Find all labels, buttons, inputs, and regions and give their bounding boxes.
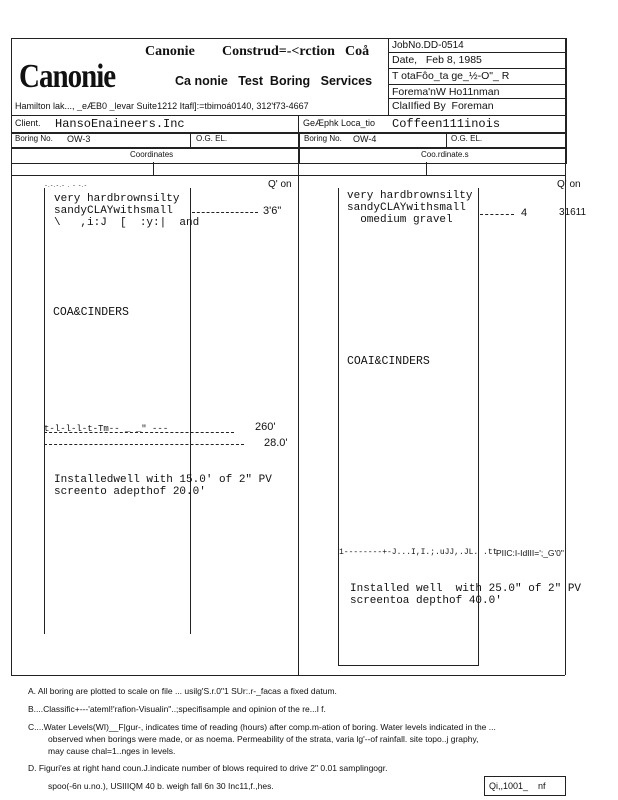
services-line: Ca nonie Test Boring Services <box>175 74 373 88</box>
job-date: Date, Feb 8, 1985 <box>392 54 482 66</box>
classified-by: ClaIIfied By Foreman <box>392 100 494 112</box>
client-label: Client. <box>15 118 41 128</box>
location-value: Coffeen111inois <box>392 117 501 131</box>
address-line: Hamilton lak..., _eÆB0 _levar Suite1212 Itafl]:=tbimoá0140, 312'f73-4667 <box>15 101 309 111</box>
left-layer1-depth: 3'6" <box>263 205 282 217</box>
total-footage: T otaFôo_ta ge_½-O"_ R <box>392 70 510 82</box>
left-coordinates: Coordinates <box>130 150 174 159</box>
job-number: JobNo.DD-0514 <box>392 40 464 51</box>
left-depth-top: 260' <box>255 421 276 433</box>
left-layer2-depth: 28.0' <box>264 437 288 449</box>
note-b: B....Classific+---'ateml!'rafion-Visualin"..;specifisample and opinion of the re...l f. <box>28 704 326 714</box>
note-a: A. All boring are plotted to scale on file ... usilg'S.r.0"1 SUr:.r-_facas a fixed datum. <box>28 686 337 696</box>
right-coordinates: Coo.rdinate.s <box>421 150 469 159</box>
note-c-line2: observed when borings were made, or as noema. Permeability of the strata, varia lg'--of rainfall. site topo..j graphy, <box>48 734 479 744</box>
right-boring-no: OW-4 <box>353 134 377 144</box>
title-suffix: Coå <box>345 44 370 59</box>
note-c-line1: C....Water Levels(WI)__F|gur-, indicates time of reading (hours) after comp.m-ation of boring. Water levels indicated in the ... <box>28 722 496 732</box>
location-label: GeÆphk Loca_tio <box>303 118 376 128</box>
right-depth-header: Q' on <box>557 179 581 190</box>
right-installation-note: Installed well with 25.0" of 2" PV screentoa depthof 40.0' <box>350 583 582 607</box>
company-logo: Canonie <box>19 58 116 95</box>
right-boring-no-label: Boring No. <box>304 134 342 143</box>
company-line: Canonie <box>145 44 195 59</box>
title-line: Construd=-<rction <box>222 44 335 59</box>
left-installation-note: Installedwell with 15.0' of 2" PV screento adepthof 20.0' <box>54 474 272 498</box>
right-layer2-label: COAI&CINDERS <box>347 355 430 368</box>
note-d-line1: D. Figuri'es at right hand coun.J.indicate number of blows required to drive 2" 0.01 samplingogr. <box>28 763 388 773</box>
client-value: HansoEnaineers.Inc <box>55 117 185 131</box>
left-garble: t-l-l-l-t-Tm-- _ _" --- <box>44 424 169 434</box>
right-og-el: O.G. EL. <box>451 134 483 143</box>
left-layer1-description: very hardbrownsilty sandyCLAYwithsmall \ ,i:J [ :y:| and <box>54 193 200 229</box>
right-layer2-depth: PIIC:I-IdIII=';_G'0" <box>496 548 564 558</box>
note-d-line2: spoo(-6n u.no.), USIIIQM 40 b. weigh fall 6n 30 Inc11,f.,hes. <box>48 781 274 791</box>
left-og-el: O.G. EL. <box>196 134 228 143</box>
left-boring-no: OW-3 <box>67 134 91 144</box>
left-depth-header: Q' on <box>268 179 292 190</box>
foreman: Forema'nW Ho11nman <box>392 86 500 98</box>
left-boring-no-label: Boring No. <box>15 134 53 143</box>
sheet-number: Qi,,1001_ nf <box>489 781 546 791</box>
left-layer2-label: COA&CINDERS <box>53 306 129 319</box>
note-c-line3: may cause chal=1..nges in levels. <box>48 746 176 756</box>
right-layer1-marker: 4 <box>521 207 528 219</box>
right-garble: 1--------+-J...I,I.;.uJJ,.JL. .tt <box>339 548 498 557</box>
right-layer1-depth: 31611 <box>559 207 587 218</box>
right-layer1-description: very hardbrownsilty sandyCLAYwithsmall omedium gravel <box>347 190 473 226</box>
